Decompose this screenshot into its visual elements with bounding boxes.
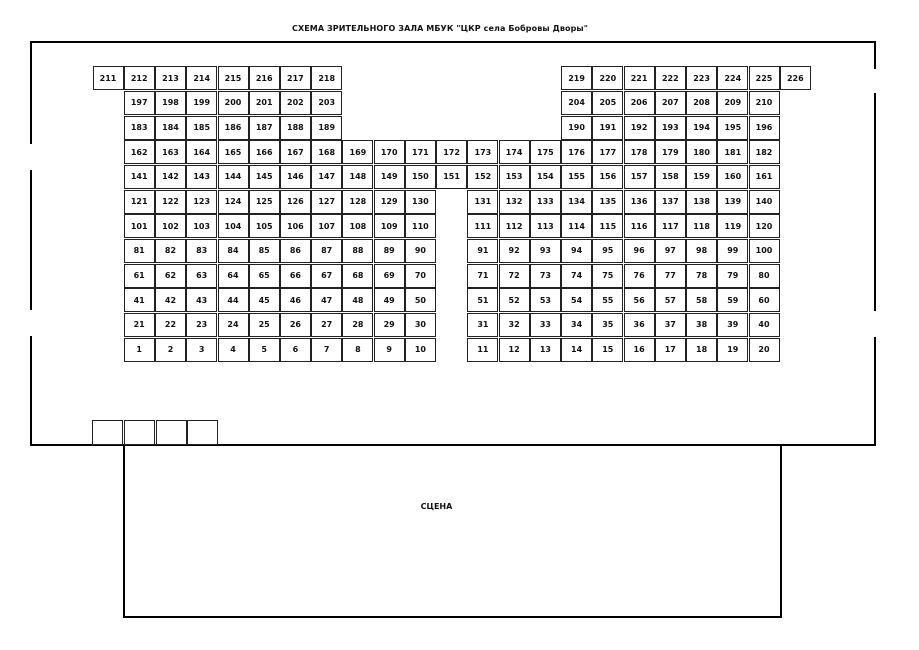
seat[interactable]: 163	[155, 140, 186, 164]
hall-left-wall-lower	[30, 336, 32, 446]
seat[interactable]: 97	[655, 239, 686, 263]
seat[interactable]: 192	[624, 116, 655, 140]
seat[interactable]: 57	[655, 288, 686, 312]
seat[interactable]: 170	[374, 140, 405, 164]
seat[interactable]: 28	[342, 313, 373, 337]
seat[interactable]: 215	[218, 66, 249, 90]
seat[interactable]: 179	[655, 140, 686, 164]
seat[interactable]: 217	[280, 66, 311, 90]
hall-right-wall-upper	[874, 41, 876, 69]
seat[interactable]: 199	[186, 91, 217, 115]
seat[interactable]: 185	[186, 116, 217, 140]
seat[interactable]: 66	[280, 264, 311, 288]
seat[interactable]: 92	[499, 239, 530, 263]
seat[interactable]: 55	[592, 288, 623, 312]
seat[interactable]: 10	[405, 338, 436, 362]
seat[interactable]: 100	[749, 239, 780, 263]
seat[interactable]: 45	[249, 288, 280, 312]
stage-label: СЦЕНА	[420, 502, 453, 511]
seat[interactable]: 165	[218, 140, 249, 164]
seat[interactable]: 23	[186, 313, 217, 337]
seat[interactable]: 46	[280, 288, 311, 312]
seat[interactable]: 169	[342, 140, 373, 164]
seat[interactable]: 85	[249, 239, 280, 263]
seat[interactable]: 151	[436, 165, 467, 189]
seat[interactable]: 101	[124, 214, 155, 238]
seat[interactable]: 56	[624, 288, 655, 312]
seat[interactable]: 89	[374, 239, 405, 263]
seat[interactable]: 135	[592, 190, 623, 214]
seat[interactable]: 9	[374, 338, 405, 362]
seat[interactable]: 214	[186, 66, 217, 90]
seat[interactable]: 200	[218, 91, 249, 115]
seat[interactable]: 218	[311, 66, 342, 90]
seat[interactable]: 193	[655, 116, 686, 140]
seat[interactable]: 166	[249, 140, 280, 164]
seat[interactable]: 31	[467, 313, 498, 337]
seat[interactable]: 40	[749, 313, 780, 337]
seat[interactable]: 69	[374, 264, 405, 288]
seat[interactable]: 53	[530, 288, 561, 312]
seat[interactable]: 117	[655, 214, 686, 238]
seat[interactable]: 90	[405, 239, 436, 263]
seat[interactable]: 94	[561, 239, 592, 263]
hall-title: СХЕМА ЗРИТЕЛЬНОГО ЗАЛА МБУК "ЦКР села Бобровы Дворы"	[291, 24, 589, 33]
seat[interactable]: 203	[311, 91, 342, 115]
hall-right-wall-lower	[874, 337, 876, 446]
seat[interactable]: 4	[218, 338, 249, 362]
seat[interactable]: 159	[686, 165, 717, 189]
seat[interactable]: 5	[249, 338, 280, 362]
seat[interactable]: 14	[561, 338, 592, 362]
hall-top-wall	[30, 41, 876, 43]
seat[interactable]: 168	[311, 140, 342, 164]
seat[interactable]: 156	[592, 165, 623, 189]
seat[interactable]: 211	[93, 66, 124, 90]
seat[interactable]: 221	[624, 66, 655, 90]
seat[interactable]: 74	[561, 264, 592, 288]
seat[interactable]: 84	[218, 239, 249, 263]
seat[interactable]: 124	[218, 190, 249, 214]
seat[interactable]: 35	[592, 313, 623, 337]
seat[interactable]: 34	[561, 313, 592, 337]
seat[interactable]: 155	[561, 165, 592, 189]
stage	[123, 444, 782, 618]
seat[interactable]: 153	[499, 165, 530, 189]
seat[interactable]: 112	[499, 214, 530, 238]
seat[interactable]: 175	[530, 140, 561, 164]
seat[interactable]: 206	[624, 91, 655, 115]
seat[interactable]: 133	[530, 190, 561, 214]
seat[interactable]: 29	[374, 313, 405, 337]
seat[interactable]: 162	[124, 140, 155, 164]
seat[interactable]: 120	[749, 214, 780, 238]
seat[interactable]: 197	[124, 91, 155, 115]
seat[interactable]: 43	[186, 288, 217, 312]
seat[interactable]: 224	[717, 66, 748, 90]
seat[interactable]: 8	[342, 338, 373, 362]
seat[interactable]: 17	[655, 338, 686, 362]
seat[interactable]: 213	[155, 66, 186, 90]
seat[interactable]: 191	[592, 116, 623, 140]
seat[interactable]: 128	[342, 190, 373, 214]
seat[interactable]: 204	[561, 91, 592, 115]
seat[interactable]: 32	[499, 313, 530, 337]
seat[interactable]: 145	[249, 165, 280, 189]
seat[interactable]: 88	[342, 239, 373, 263]
seat[interactable]: 50	[405, 288, 436, 312]
seat[interactable]: 63	[186, 264, 217, 288]
seat[interactable]: 195	[717, 116, 748, 140]
seat[interactable]: 93	[530, 239, 561, 263]
seat[interactable]: 58	[686, 288, 717, 312]
seat[interactable]: 176	[561, 140, 592, 164]
seat[interactable]: 1	[124, 338, 155, 362]
seat[interactable]: 26	[280, 313, 311, 337]
hall-right-wall-middle	[874, 93, 876, 311]
seat[interactable]: 77	[655, 264, 686, 288]
seat[interactable]: 157	[624, 165, 655, 189]
seat[interactable]: 37	[655, 313, 686, 337]
seat[interactable]: 103	[186, 214, 217, 238]
seat[interactable]: 150	[405, 165, 436, 189]
seat[interactable]: 122	[155, 190, 186, 214]
seat[interactable]: 137	[655, 190, 686, 214]
seat[interactable]: 76	[624, 264, 655, 288]
seat[interactable]: 183	[124, 116, 155, 140]
seat[interactable]: 134	[561, 190, 592, 214]
seat[interactable]: 7	[311, 338, 342, 362]
seat[interactable]: 61	[124, 264, 155, 288]
seat[interactable]: 114	[561, 214, 592, 238]
seat[interactable]: 123	[186, 190, 217, 214]
seat[interactable]: 121	[124, 190, 155, 214]
seat[interactable]: 202	[280, 91, 311, 115]
stage-step	[187, 420, 218, 445]
seat[interactable]: 129	[374, 190, 405, 214]
seat[interactable]: 187	[249, 116, 280, 140]
seat[interactable]: 126	[280, 190, 311, 214]
seat[interactable]: 111	[467, 214, 498, 238]
seat[interactable]: 177	[592, 140, 623, 164]
seat[interactable]: 22	[155, 313, 186, 337]
seat[interactable]: 95	[592, 239, 623, 263]
seat[interactable]: 143	[186, 165, 217, 189]
seat[interactable]: 106	[280, 214, 311, 238]
seat[interactable]: 91	[467, 239, 498, 263]
seat[interactable]: 65	[249, 264, 280, 288]
seat[interactable]: 54	[561, 288, 592, 312]
seat[interactable]: 51	[467, 288, 498, 312]
seat[interactable]: 178	[624, 140, 655, 164]
seat[interactable]: 18	[686, 338, 717, 362]
seat[interactable]: 212	[124, 66, 155, 90]
seat[interactable]: 2	[155, 338, 186, 362]
seat[interactable]: 83	[186, 239, 217, 263]
seat[interactable]: 73	[530, 264, 561, 288]
seat[interactable]: 82	[155, 239, 186, 263]
seat[interactable]: 70	[405, 264, 436, 288]
seat[interactable]: 13	[530, 338, 561, 362]
seat[interactable]: 139	[717, 190, 748, 214]
seat[interactable]: 207	[655, 91, 686, 115]
seat[interactable]: 6	[280, 338, 311, 362]
seat[interactable]: 64	[218, 264, 249, 288]
seat[interactable]: 160	[717, 165, 748, 189]
seat[interactable]: 125	[249, 190, 280, 214]
seat[interactable]: 222	[655, 66, 686, 90]
seat[interactable]: 136	[624, 190, 655, 214]
seat[interactable]: 220	[592, 66, 623, 90]
seat[interactable]: 189	[311, 116, 342, 140]
seat[interactable]: 86	[280, 239, 311, 263]
seat[interactable]: 105	[249, 214, 280, 238]
seat[interactable]: 87	[311, 239, 342, 263]
seat[interactable]: 144	[218, 165, 249, 189]
seat[interactable]: 11	[467, 338, 498, 362]
seat[interactable]: 109	[374, 214, 405, 238]
seat[interactable]: 71	[467, 264, 498, 288]
seat[interactable]: 210	[749, 91, 780, 115]
seat[interactable]: 184	[155, 116, 186, 140]
seat[interactable]: 115	[592, 214, 623, 238]
seat[interactable]: 186	[218, 116, 249, 140]
seat[interactable]: 19	[717, 338, 748, 362]
seat[interactable]: 196	[749, 116, 780, 140]
seat[interactable]: 205	[592, 91, 623, 115]
seat[interactable]: 68	[342, 264, 373, 288]
stage-step	[124, 420, 155, 445]
seat[interactable]: 39	[717, 313, 748, 337]
seat[interactable]: 79	[717, 264, 748, 288]
seat[interactable]: 141	[124, 165, 155, 189]
seat[interactable]: 152	[467, 165, 498, 189]
seat[interactable]: 173	[467, 140, 498, 164]
seat[interactable]: 208	[686, 91, 717, 115]
seat[interactable]: 132	[499, 190, 530, 214]
seat[interactable]: 30	[405, 313, 436, 337]
seat[interactable]: 164	[186, 140, 217, 164]
seat[interactable]: 194	[686, 116, 717, 140]
seat[interactable]: 3	[186, 338, 217, 362]
seat[interactable]: 33	[530, 313, 561, 337]
seat[interactable]: 158	[655, 165, 686, 189]
seat[interactable]: 198	[155, 91, 186, 115]
hall-left-wall-middle	[30, 170, 32, 310]
seat[interactable]: 138	[686, 190, 717, 214]
seat[interactable]: 161	[749, 165, 780, 189]
seat[interactable]: 147	[311, 165, 342, 189]
hall-left-wall-upper	[30, 41, 32, 144]
seat[interactable]: 104	[218, 214, 249, 238]
seat[interactable]: 171	[405, 140, 436, 164]
seat[interactable]: 80	[749, 264, 780, 288]
seat[interactable]: 98	[686, 239, 717, 263]
seat[interactable]: 174	[499, 140, 530, 164]
seat[interactable]: 188	[280, 116, 311, 140]
seat[interactable]: 130	[405, 190, 436, 214]
seat[interactable]: 131	[467, 190, 498, 214]
seat[interactable]: 72	[499, 264, 530, 288]
seat[interactable]: 107	[311, 214, 342, 238]
seat[interactable]: 41	[124, 288, 155, 312]
seat[interactable]: 99	[717, 239, 748, 263]
seat[interactable]: 12	[499, 338, 530, 362]
seat[interactable]: 67	[311, 264, 342, 288]
seat[interactable]: 116	[624, 214, 655, 238]
seat[interactable]: 44	[218, 288, 249, 312]
seat[interactable]: 223	[686, 66, 717, 90]
seat[interactable]: 154	[530, 165, 561, 189]
seat[interactable]: 20	[749, 338, 780, 362]
seat[interactable]: 182	[749, 140, 780, 164]
seat[interactable]: 209	[717, 91, 748, 115]
seat[interactable]: 219	[561, 66, 592, 90]
seat[interactable]: 81	[124, 239, 155, 263]
seat[interactable]: 127	[311, 190, 342, 214]
seat[interactable]: 102	[155, 214, 186, 238]
seat[interactable]: 167	[280, 140, 311, 164]
stage-step	[156, 420, 187, 445]
seat[interactable]: 16	[624, 338, 655, 362]
seat[interactable]: 78	[686, 264, 717, 288]
seat[interactable]: 119	[717, 214, 748, 238]
seat[interactable]: 113	[530, 214, 561, 238]
seat[interactable]: 21	[124, 313, 155, 337]
seat[interactable]: 24	[218, 313, 249, 337]
seat[interactable]: 118	[686, 214, 717, 238]
seat[interactable]: 75	[592, 264, 623, 288]
seat[interactable]: 149	[374, 165, 405, 189]
seat[interactable]: 42	[155, 288, 186, 312]
seat[interactable]: 59	[717, 288, 748, 312]
stage-step	[92, 420, 123, 445]
seat[interactable]: 52	[499, 288, 530, 312]
seat[interactable]: 108	[342, 214, 373, 238]
seat[interactable]: 142	[155, 165, 186, 189]
seat[interactable]: 172	[436, 140, 467, 164]
seat[interactable]: 225	[749, 66, 780, 90]
seat[interactable]: 96	[624, 239, 655, 263]
seat[interactable]: 15	[592, 338, 623, 362]
seat[interactable]: 140	[749, 190, 780, 214]
seat[interactable]: 62	[155, 264, 186, 288]
seat[interactable]: 190	[561, 116, 592, 140]
seat[interactable]: 48	[342, 288, 373, 312]
seat[interactable]: 27	[311, 313, 342, 337]
seat[interactable]: 60	[749, 288, 780, 312]
seat[interactable]: 180	[686, 140, 717, 164]
seat[interactable]: 146	[280, 165, 311, 189]
seat[interactable]: 38	[686, 313, 717, 337]
seat[interactable]: 49	[374, 288, 405, 312]
seat[interactable]: 110	[405, 214, 436, 238]
seat[interactable]: 148	[342, 165, 373, 189]
seat[interactable]: 47	[311, 288, 342, 312]
seat[interactable]: 201	[249, 91, 280, 115]
seat[interactable]: 36	[624, 313, 655, 337]
seat[interactable]: 181	[717, 140, 748, 164]
seat[interactable]: 25	[249, 313, 280, 337]
seat[interactable]: 216	[249, 66, 280, 90]
seat[interactable]: 226	[780, 66, 811, 90]
